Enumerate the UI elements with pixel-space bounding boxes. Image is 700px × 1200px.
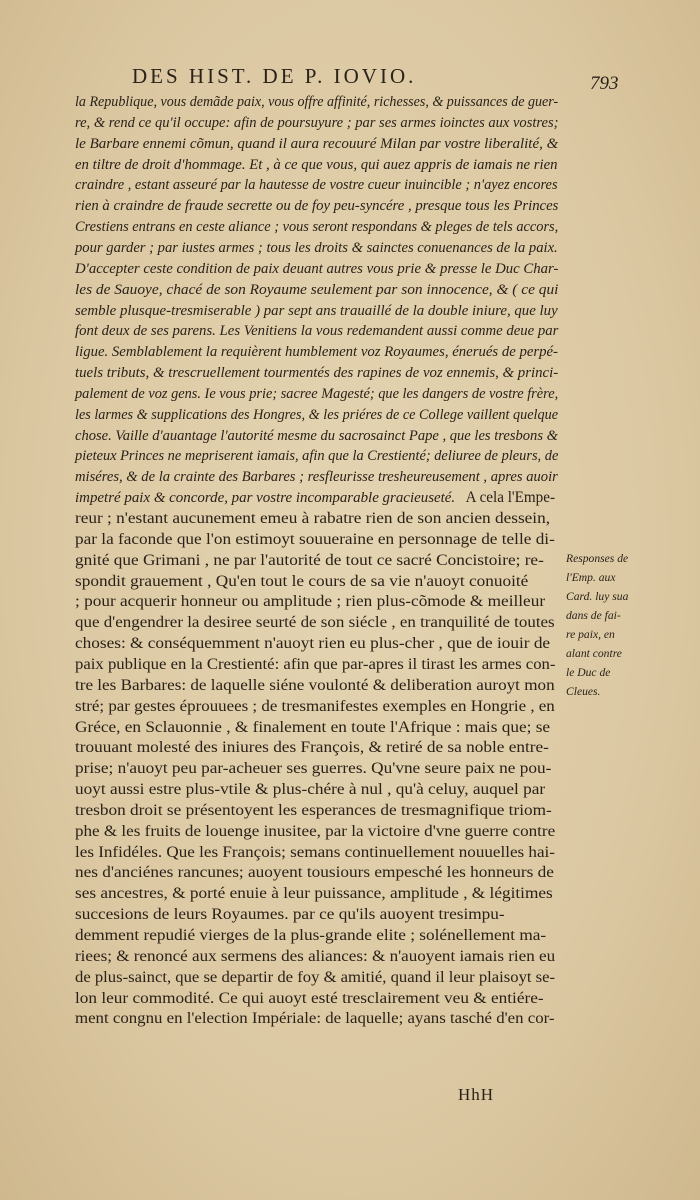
- text-line: [75, 92, 558, 112]
- text-line-content: re, & rend ce qu'il occupe: afin de poursuyure ; par ses armes ioinctes aux vostres;: [75, 113, 559, 131]
- text-line: [75, 697, 555, 717]
- text-line: [75, 613, 555, 633]
- text-line-content: le Barbare ennemi cõmun, quand il aura recouuré Milan par vostre liberalité, &: [75, 134, 559, 152]
- margin-note-line: re paix, en: [566, 628, 615, 641]
- text-line: [75, 884, 553, 904]
- text-line: [75, 759, 551, 779]
- text-line-content: Crestiens entrans en ceste aliance ; vous seront respondans & pleges de tels accors,: [75, 218, 559, 236]
- text-line-content: stré; par gestes éprouuees ; de tresmanifestes exemples en Hongrie , en: [75, 697, 555, 715]
- text-line-content: phe & les fruits de louenge inusitee, par la victoire d'vne guerre contre: [75, 822, 556, 840]
- text-line-content: ses ancestres, & porté enuie à leur puissance, amplitude , & légitimes: [75, 885, 553, 903]
- text-line-content: rien à craindre de fraude secrette ou de foy peu-syncére , presque tous les Princes: [75, 197, 559, 215]
- margin-note-line: alant contre: [566, 647, 622, 660]
- text-line: [75, 301, 558, 321]
- text-line: [75, 321, 558, 341]
- text-line-content: la Republique, vous demãde paix, vous offre affinité, richesses, & puissances de guer-: [75, 93, 559, 110]
- text-line: [75, 655, 555, 675]
- text-line: [75, 175, 558, 195]
- text-line: [75, 113, 558, 133]
- text-line-content: succesions de leurs Royaumes. par ce qu'ils auoyent tresimpu-: [75, 906, 505, 924]
- margin-note-line: l'Emp. aux: [566, 571, 616, 584]
- text-line-tail: A cela l'Empe-: [455, 489, 555, 507]
- text-line: [75, 238, 558, 258]
- text-line-content: nes d'anciénes rancunes; auoyent tousiours empesché les honneurs de: [75, 864, 554, 882]
- text-line: [75, 467, 558, 487]
- text-line-content: spondit grauement , Qu'en tout le cours de sa vie n'auoyt conuoité: [75, 572, 529, 590]
- text-line-content: tuels tributs, & trescruellement tourmentés des rapines de voz ennemis, & princi-: [75, 364, 559, 382]
- text-line: [75, 863, 554, 883]
- text-line-content: impetré paix & concorde, par vostre incomparable gracieuseté.: [75, 489, 456, 507]
- text-line-content: reur ; n'estant aucunement emeu à rabatre rien de son ancien dessein,: [75, 510, 551, 527]
- text-line-content: font deux de ses parens. Les Venitiens la vous redemandent aussi comme deue par: [75, 322, 559, 340]
- text-line-content: trouuant molesté des iniures des François, & retiré de sa noble entre-: [75, 739, 549, 757]
- text-line-content: D'accepter ceste condition de paix deuant autres vous prie & presse le Duc Char-: [75, 259, 559, 277]
- text-line: [75, 1009, 555, 1029]
- margin-note-line: dans de fai-: [566, 609, 621, 622]
- text-line-content: pieteux Princes ne mepriserent iamais, afin que la Crestienté; deliuree de pleurs, de: [75, 447, 559, 465]
- text-line-content: palement de voz gens. Ie vous prie; sacree Magesté; que les dangers de vostre frère,: [75, 384, 559, 402]
- text-line: [75, 530, 555, 550]
- text-line-content: prise; n'auoyt peu par-acheuer ses guerres. Qu'vne seure paix ne pou-: [75, 760, 552, 778]
- text-line: [75, 384, 558, 404]
- text-line: [75, 780, 545, 800]
- text-line-content: de plus-sainct, que se departir de foy & amitié, quand il leur plaisoyt se-: [75, 968, 556, 986]
- text-line-content: ligue. Semblablement la requièrent humblement voz Royaumes, énerués de perpé-: [75, 343, 558, 361]
- text-line: [75, 822, 555, 842]
- margin-note-line: Card. luy sua: [566, 590, 629, 603]
- text-line: [75, 738, 549, 758]
- text-line-content: lon leur commodité. Ce qui auoyt esté tresclairement veu & entiére-: [75, 989, 544, 1007]
- text-line: [75, 405, 558, 425]
- text-line: [75, 676, 555, 696]
- text-line: [75, 801, 552, 821]
- text-line-content: en tiltre de droit d'hommage. Et , à ce que vous, qui auez appris de iamais ne rien: [75, 155, 558, 173]
- text-line-content: choses: & conséquemment n'auoyt rien eu plus-cher , que de iouir de: [75, 635, 551, 653]
- text-line-content: ment congnu en l'election Impériale: de laquelle; ayans tasché d'en cor-: [75, 1010, 555, 1028]
- text-line-content: les de Sauoye, chacé de son Royaume seulement par son innocence, & ( ce qui: [75, 280, 559, 298]
- text-line: [75, 989, 544, 1009]
- text-line: [75, 905, 505, 925]
- text-line: [75, 592, 545, 612]
- text-line-content: que d'engendrer la desiree seurté de son siécle , en tranquilité de toutes: [75, 614, 555, 632]
- text-line: [75, 134, 558, 154]
- text-line: [75, 488, 555, 508]
- text-line: [75, 926, 546, 946]
- margin-note: [566, 549, 676, 701]
- text-line-content: pour garder ; par iustes armes ; tous les droits & sainctes conuenances de la paix.: [75, 238, 558, 256]
- text-line-content: paix publique en la Crestienté: afin que par-apres il tirast les armes con-: [75, 655, 556, 673]
- text-line: [75, 342, 558, 362]
- text-line: [75, 572, 528, 592]
- text-line: [75, 718, 550, 738]
- text-line-content: uoyt aussi estre plus-vtile & plus-chére à nul , qu'à celuy, auquel par: [75, 781, 546, 799]
- text-line: [75, 968, 555, 988]
- text-line: [75, 634, 550, 654]
- text-line: [75, 259, 558, 279]
- text-line-content: les Infidéles. Que les François; semans continuellement nouuelles hai-: [75, 843, 555, 861]
- text-line: [75, 426, 558, 446]
- text-line-content: gnité que Grimani , ne par l'autorité de tout ce sacré Concistoire; re-: [75, 551, 544, 569]
- text-line-content: Gréce, en Sclauonnie , & finalement en toute l'Afrique : mais que; se: [75, 718, 551, 736]
- text-line: [75, 363, 558, 383]
- text-line-content: craindre , estant asseuré par la hautesse de vostre cueur inuincible ; n'ayez encores: [75, 176, 558, 194]
- text-line: [75, 280, 558, 300]
- text-line-content: chose. Vaille d'auantage l'autorité mesme du sacrosainct Pape , que les tresbons &: [75, 426, 558, 444]
- running-head: DES HIST. DE P. IOVIO.: [132, 64, 417, 88]
- text-line-content: tre les Barbares: de laquelle siéne voulonté & deliberation auroyt mon: [75, 676, 555, 694]
- text-line: [75, 947, 555, 967]
- text-line-content: les larmes & supplications des Hongres, & les priéres de ce College vaillent quelque: [75, 405, 559, 423]
- margin-note-line: Responses de: [566, 552, 629, 565]
- text-line: [75, 155, 558, 175]
- text-line: [75, 446, 558, 466]
- text-line: [75, 509, 550, 529]
- text-line-content: ; pour acquerir honneur ou amplitude ; rien plus-cõmode & meilleur: [75, 593, 546, 611]
- margin-note-line: le Duc de: [566, 666, 611, 679]
- text-line: [75, 551, 544, 571]
- signature-mark: HhH: [458, 1085, 495, 1104]
- text-line-content: tresbon droit se présentoyent les esperances de tresmagnifique triom-: [75, 801, 552, 819]
- text-line: [75, 196, 558, 216]
- text-line-content: riees; & renoncé aux sermens des aliances: & n'auoyent iamais rien eu: [75, 947, 556, 965]
- text-line-content: semble plusque-tresmiserable ) par sept ans trauaillé de la double iniure, que luy: [75, 301, 558, 319]
- text-line-content: par la faconde que l'on estimoyt souueraine en personnage de telle di-: [75, 530, 555, 548]
- text-line: [75, 217, 558, 237]
- margin-note-line: Cleues.: [566, 685, 601, 698]
- page-number: 793: [590, 73, 619, 94]
- text-line-content: miséres, & de la crainte des Barbares ; resfleurisse tresheureusement , apres auoir: [75, 468, 558, 486]
- text-line-content: demment repudié vierges de la plus-grande elite ; solénellement ma-: [75, 927, 547, 944]
- text-line: [75, 843, 555, 863]
